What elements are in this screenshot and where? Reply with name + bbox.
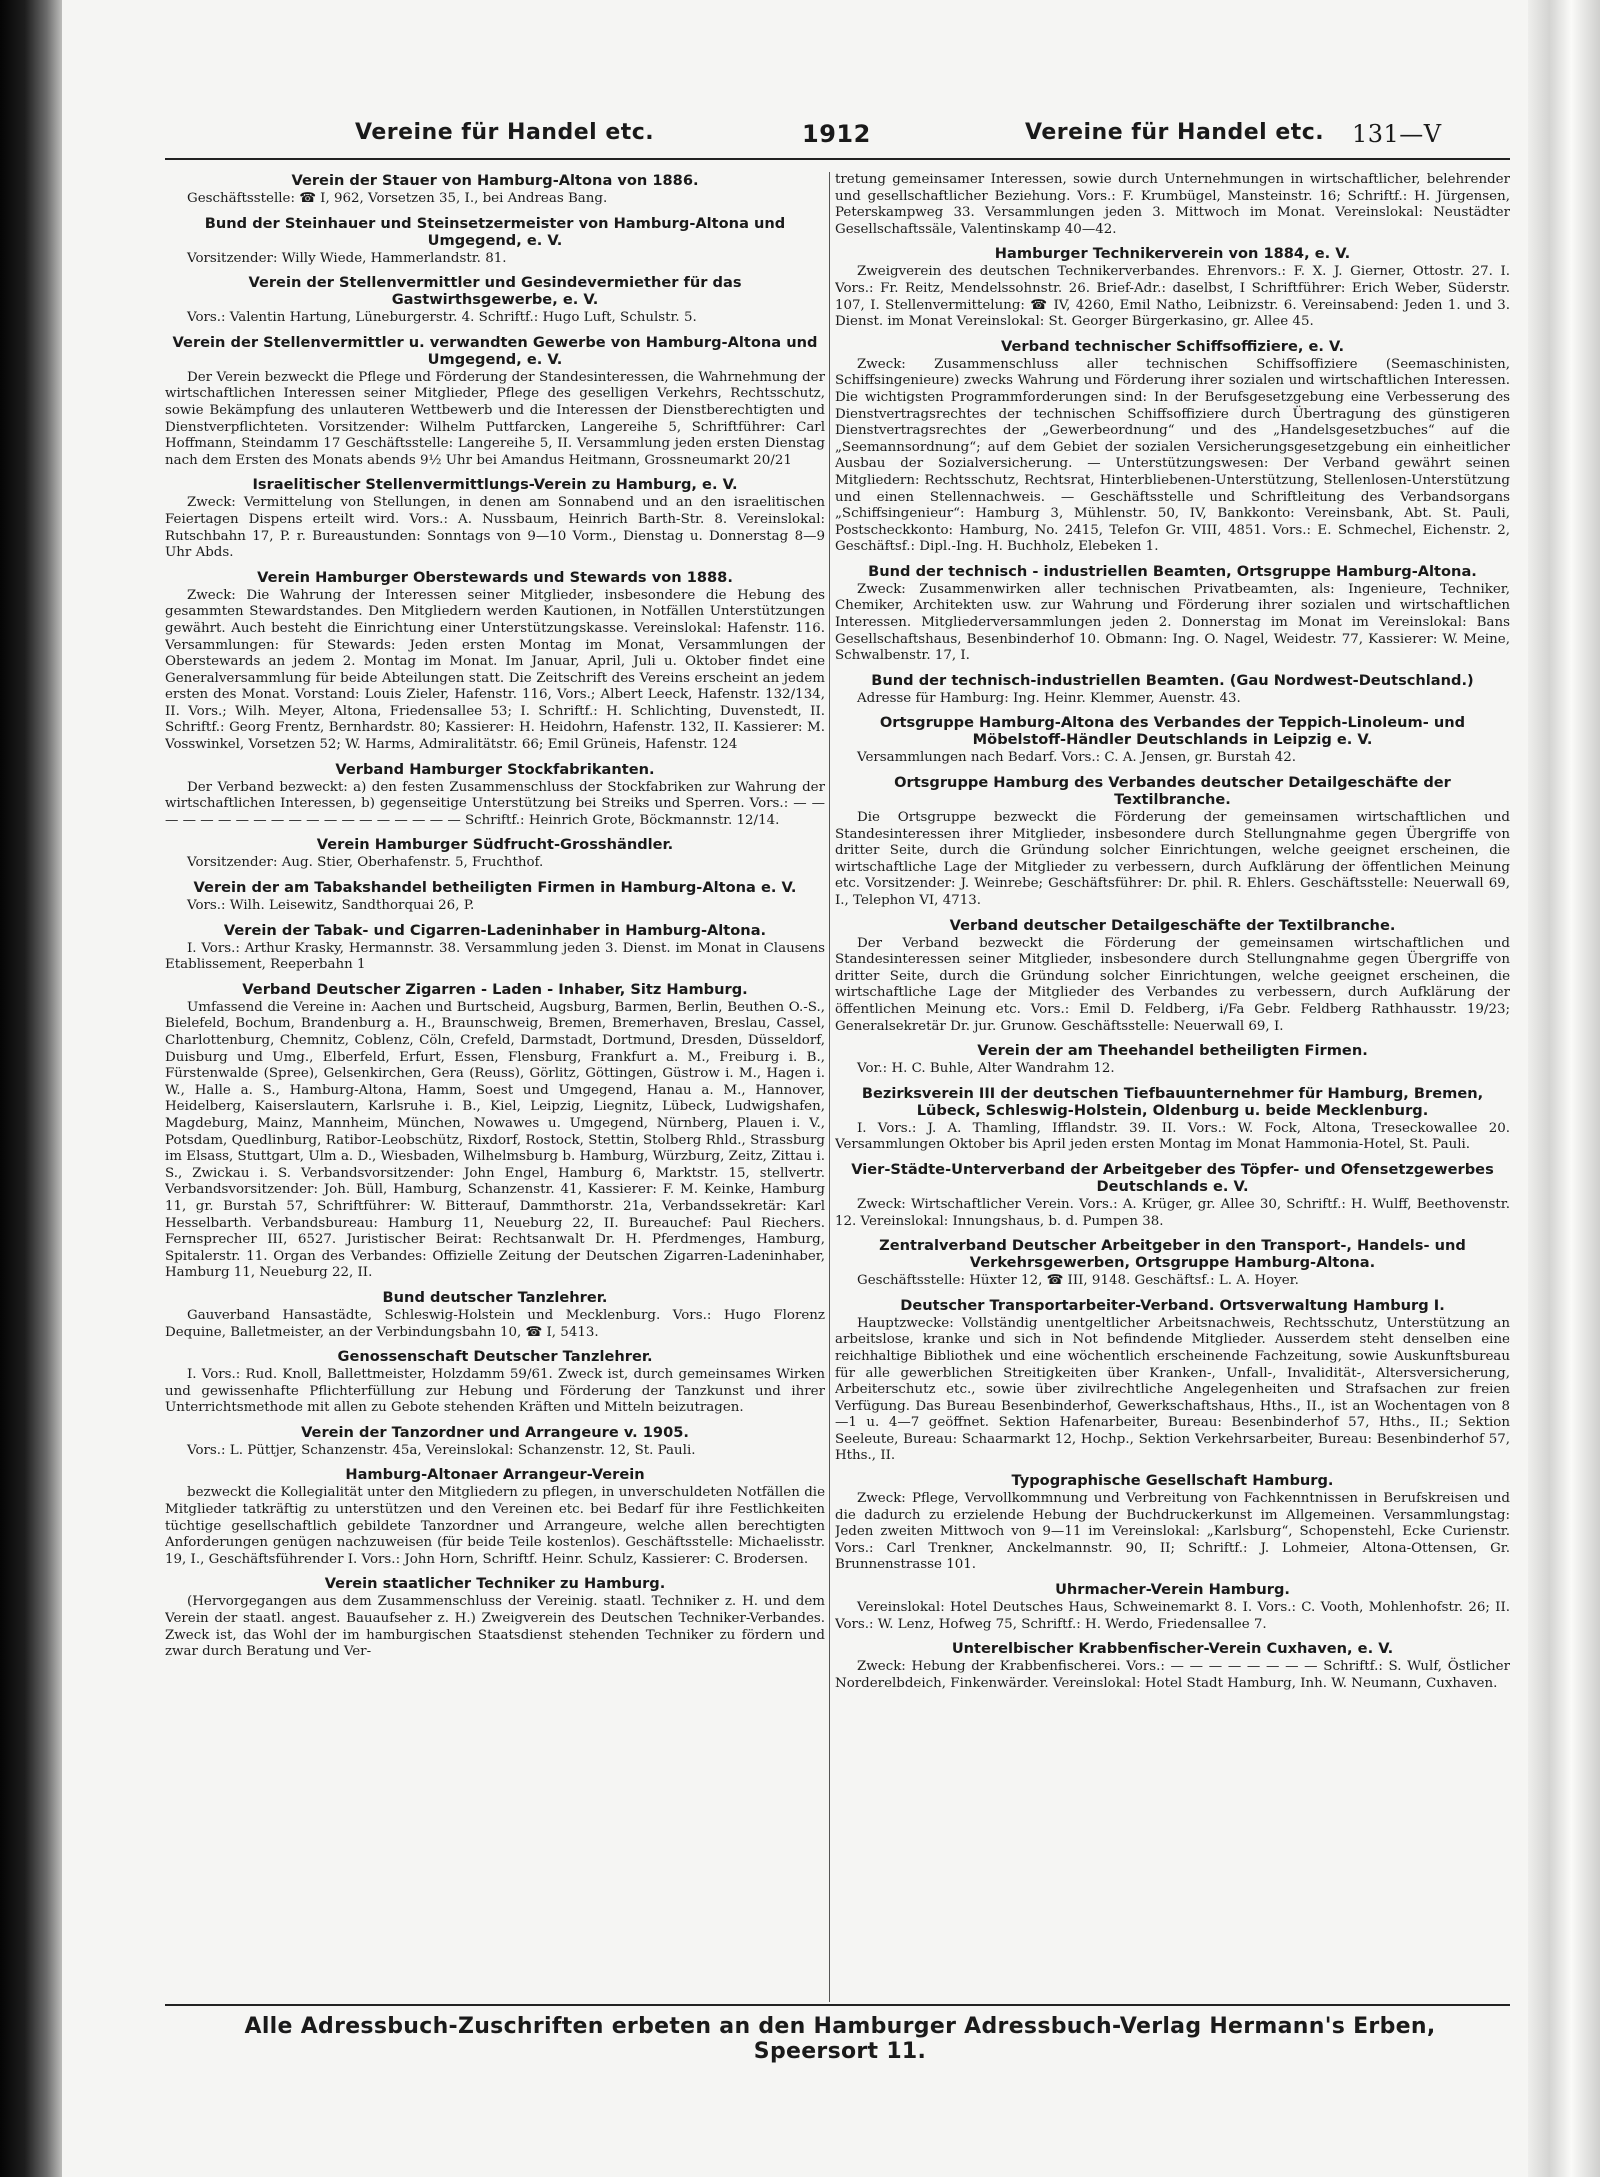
association-entry bbox=[835, 245, 1510, 330]
association-title: Verein der am Theehandel betheiligten Firmen. bbox=[977, 1042, 1368, 1060]
association-entry bbox=[835, 714, 1510, 767]
association-title: Typographische Gesellschaft Hamburg. bbox=[1011, 1472, 1334, 1490]
association-entry bbox=[835, 563, 1510, 665]
association-title: Verein der Stellenvermittler und Gesindevermiether für das Gastwirthsgewerbe, e. V. bbox=[248, 274, 742, 309]
association-details: Geschäftsstelle: Hüxter 12, ☎ III, 9148. Geschäftsf.: L. A. Hoyer. bbox=[857, 1273, 1299, 1289]
association-title: Uhrmacher-Verein Hamburg. bbox=[1055, 1581, 1290, 1599]
association-details: Der Verband bezweckt die Förderung der gemeinsamen wirtschaftlichen und Standesinteressen seiner Mitglieder, insbesondere durch Stellungnahme gegen Übergriffe von dritter Seite, durch die Gründung solcher Einrichtungen, welche geeignet erscheinen, die wirtschaftliche Lage der Mitglieder des Verbandes zu verbessern, durch Aufklärung der öffentlichen Meinung etc. Vors.: Emil D. Feldberg, i/Fa Gebr. Feldberg Rathhausstr. 19/23; Generalsekretär Dr. jur. Grunow. Geschäftsstelle: Neuerwall 69, I. bbox=[835, 935, 1510, 1034]
association-entry bbox=[835, 338, 1510, 556]
association-title: Verein der Tanzordner und Arrangeure v. 1905. bbox=[301, 1423, 689, 1441]
association-title: Verein Hamburger Oberstewards und Stewards von 1888. bbox=[257, 568, 733, 586]
left-column bbox=[165, 172, 825, 2002]
publisher-footer: Alle Adressbuch-Zuschriften erbeten an den Hamburger Adressbuch-Verlag Hermann's Erben, Speersort 11. bbox=[244, 2014, 1436, 2064]
association-title: Zentralverband Deutscher Arbeitgeber in den Transport-, Handels- und Verkehrsgewerben, Ortsgruppe Hamburg-Altona. bbox=[879, 1237, 1466, 1272]
association-entry bbox=[165, 879, 825, 915]
association-entry bbox=[165, 836, 825, 872]
association-entry bbox=[165, 1348, 825, 1417]
association-details: Zweck: Zusammenschluss aller technischen Schiffsoffiziere (Seemaschinisten, Schiffsingenieure) zwecks Wahrung und Förderung ihrer sozialen und wirtschaftlichen Interessen. Die wichtigsten Programmforderungen sind: In der Berufsgesetzgebung eine Verbesserung des Dienstvertragsrechtes der technischen Schiffsoffiziere durch Übertragung des günstigeren Dienstvertragsrechtes der „Gewerbeordnung“ und des „Handelsgesetzbuches“ auf die „Seemannsordnung“; auf dem Gebiet der sozialen Versicherungsgesetzgebung ein einheitlicher Ausbau der Sozialversicherung. — Unterstützungswesen: Der Verband gewährt seinen Mitgliedern: Rechtsschutz, Rechtsrat, Hinterbliebenen-Unterstützung, Stellenlosen-Unterstützung und einen Stellennachweis. — Geschäftsstelle und Schriftleitung des Verbandsorgans „Schiffsingenieur“: Hamburg 3, Mühlenstr. 50, IV, Bankkonto: Vereinsbank, Abt. St. Pauli, Postscheckkonto: Hamburg, No. 2415, Telefon Gr. VIII, 4851. Vors.: E. Schmechel, Eichenstr. 2, Geschäftsf.: Dipl.-Ing. H. Buchholz, Elebeken 1. bbox=[835, 356, 1510, 555]
association-title: Bund der Steinhauer und Steinsetzermeister von Hamburg-Altona und Umgegend, e. V. bbox=[204, 214, 786, 249]
association-entry bbox=[165, 569, 825, 754]
association-entry bbox=[835, 1237, 1510, 1290]
association-details: bezweckt die Kollegialität unter den Mitgliedern zu pflegen, in unverschuldeten Notfällen die Mitglieder tatkräftig zu unterstützen und den Vereinen etc. bei Bedarf für ihre Festlichkeiten tüchtige gesellschaftlich gebildete Tanzordner und Arrangeure, welche allen berechtigten Anforderungen genügen nachzuweisen (für beide Teile kostenlos). Geschäftsstelle: Michaelisstr. 19, I., Geschäftsführender I. Vors.: John Horn, Schriftf. Heinr. Schulz, Kassierer: C. Brodersen. bbox=[165, 1485, 825, 1567]
column-divider bbox=[829, 172, 830, 2002]
association-entry bbox=[165, 274, 825, 327]
association-title: Verband Hamburger Stockfabrikanten. bbox=[335, 760, 655, 778]
association-details: Zweck: Hebung der Krabbenfischerei. Vors.: — — — — — — — — Schriftf.: S. Wulf, Östlicher Norderelbdeich, Finkenwärder. Vereinslokal: Hotel Stadt Hamburg, Inh. W. Neumann, Cuxhaven. bbox=[835, 1659, 1510, 1691]
association-details: Zweck: Pflege, Vervollkommnung und Verbreitung von Fachkenntnissen in Berufskreisen und die dadurch zu erzielende Hebung der Buchdruckerkunst im Allgemeinen. Versammlungstag: Jeden zweiten Mittwoch von 9—11 im Vereinslokal: „Karlsburg“, Schopenstehl, Ecke Curienstr. Vors.: Carl Trenkner, Anckelmannstr. 90, II; Schriftf.: J. Lohmeier, Altona-Ottensen, Gr. Brunnenstrasse 101. bbox=[835, 1491, 1510, 1573]
association-title: Verein Hamburger Südfrucht-Grosshändler. bbox=[316, 836, 674, 854]
association-details: Adresse für Hamburg: Ing. Heinr. Klemmer, Auenstr. 43. bbox=[857, 690, 1241, 706]
association-entry bbox=[165, 334, 825, 470]
association-title: Verein der Stauer von Hamburg-Altona von 1886. bbox=[291, 172, 699, 189]
association-title: Verband Deutscher Zigarren - Laden - Inhaber, Sitz Hamburg. bbox=[242, 980, 748, 998]
association-title: Vier-Städte-Unterverband der Arbeitgeber des Töpfer- und Ofensetzgewerbes Deutschlands e. V. bbox=[851, 1160, 1494, 1195]
association-entry bbox=[835, 774, 1510, 910]
association-entry bbox=[835, 1297, 1510, 1465]
association-details: I. Vors.: J. A. Thamling, Ifflandstr. 39. II. Vors.: W. Fock, Altona, Treseckowallee 20. Versammlungen Oktober bis April jeden ersten Montag im Monat Hammonia-Hotel, St. Pauli. bbox=[835, 1120, 1510, 1153]
association-entry bbox=[835, 672, 1510, 708]
association-details: tretung gemeinsamer Interessen, sowie durch Unternehmungen in wirtschaftlicher, belehrender und gesellschaftlicher Beziehung. Vors.: F. Krumbügel, Mansteinstr. 16; Schriftf.: H. Jürgensen, Peterskampweg 33. Versammlungen jeden 3. Mittwoch im Monat. Vereinslokal: Neustädter Gesellschaftssäle, Valentinskamp 40—42. bbox=[835, 172, 1510, 237]
association-title: Verein der Stellenvermittler u. verwandten Gewerbe von Hamburg-Altona und Umgegend, e. V. bbox=[172, 333, 818, 368]
association-title: Verein der Tabak- und Cigarren-Ladeninhaber in Hamburg-Altona. bbox=[223, 921, 767, 939]
association-title: Ortsgruppe Hamburg-Altona des Verbandes der Teppich-Linoleum- und Möbelstoff-Händler Deutschlands in Leipzig e. V. bbox=[879, 714, 1466, 749]
association-title: Deutscher Transportarbeiter-Verband. Ortsverwaltung Hamburg I. bbox=[900, 1296, 1445, 1314]
association-entry bbox=[165, 981, 825, 1282]
association-details: Die Ortsgruppe bezweckt die Förderung der gemeinsamen wirtschaftlichen und Standesinteressen ihrer Mitglieder, insbesondere durch Stellungnahme gegen Übergriffe von dritter Seite, durch die Gründung solcher Einrichtungen, welche geeignet erscheinen, die wirtschaftliche Lage der Mitglieder zu verbessern, durch Aufklärung der öffentlichen Meinung etc. Vorsitzender: J. Weinrebe; Geschäftsführer: Dr. phil. R. Ehlers. Geschäftsstelle: Neuerwall 69, I., Telephon VI, 4713. bbox=[835, 810, 1510, 908]
page-number: 131—V bbox=[1352, 120, 1442, 148]
running-header bbox=[190, 104, 1490, 154]
association-details: I. Vors.: Arthur Krasky, Hermannstr. 38. Versammlung jeden 3. Dienst. im Monat in Clausens Etablissement, Reeperbahn 1 bbox=[165, 940, 825, 973]
association-details: Zweigverein des deutschen Technikerverbandes. Ehrenvors.: F. X. J. Gierner, Ottostr. 27. I. Vors.: Fr. Reitz, Mendelssohnstr. 26. Brief-Adr.: daselbst, I Schriftführer: Erich Weber, Süderstr. 107, I. Stellenvermittelung: ☎ IV, 4260, Emil Natho, Leibnizstr. 6. Vereinsabend: Jeden 1. und 3. Dienst. im Monat Vereinslokal: St. Georger Bürgerkasino, gr. Allee 45. bbox=[835, 264, 1510, 330]
association-details: Vors.: Wilh. Leisewitz, Sandthorquai 26, P. bbox=[187, 898, 475, 914]
association-entry bbox=[165, 476, 825, 561]
association-details: Vorsitzender: Willy Wiede, Hammerlandstr. 81. bbox=[187, 250, 507, 266]
association-title: Verband technischer Schiffsoffiziere, e. V. bbox=[1001, 337, 1344, 355]
association-entry bbox=[165, 1289, 825, 1341]
association-entry bbox=[835, 1581, 1510, 1633]
association-details: Vor.: H. C. Buhle, Alter Wandrahm 12. bbox=[857, 1061, 1115, 1077]
association-details: Vorsitzender: Aug. Stier, Oberhafenstr. 5, Fruchthof. bbox=[187, 855, 544, 871]
book-binding bbox=[0, 0, 62, 2177]
association-entry bbox=[835, 1640, 1510, 1692]
association-entry bbox=[165, 215, 825, 268]
association-details: Zweck: Die Wahrung der Interessen seiner Mitglieder, insbesondere die Hebung des gesammten Stewardstandes. Den Mitgliedern werden Kautionen, in Notfällen Unterstützungen gewährt. Auch besteht die Einrichtung einer Unterstützungskasse. Vereinslokal: Hafenstr. 116. Versammlungen: für Stewards: Jeden ersten Montag im Monat, Versammlungen der Oberstewards an jedem 2. Montag im Monat. Im Januar, April, Juli u. Oktober findet eine Generalversammlung für beide Abteilungen statt. Die Zeitschrift des Vereins erscheint an jedem ersten des Monat. Vorstand: Louis Zieler, Hafenstr. 116, Vors.; Albert Leeck, Hafenstr. 132/134, II. Vors.; Wilh. Meyer, Altona, Friedensallee 53; I. Schriftf.: H. Schlichting, Duvenstedt, II. Schriftf.: Georg Frentz, Bernhardstr. 80; Kassierer: H. Heidohrn, Hafenstr. 132, II. Kassierer: M. Vosswinkel, Vorsetzen 52; W. Harms, Admiralitätstr. 66; Emil Grüneis, Hafenstr. 124 bbox=[165, 587, 825, 753]
association-title: Verein der am Tabakshandel betheiligten Firmen in Hamburg-Altona e. V. bbox=[193, 879, 797, 897]
association-title: Bezirksverein III der deutschen Tiefbauunternehmer für Hamburg, Bremen, Lübeck, Schleswig-Holstein, Oldenburg u. beide Mecklenburg. bbox=[861, 1084, 1484, 1119]
association-title: Verband deutscher Detailgeschäfte der Textilbranche. bbox=[949, 916, 1396, 934]
header-rule bbox=[165, 158, 1510, 160]
association-details: Zweck: Wirtschaftlicher Verein. Vors.: A. Krüger, gr. Allee 30, Schriftf.: H. Wulff, Beethovenstr. 12. Vereinslokal: Innungshaus, b. d. Pumpen 38. bbox=[835, 1196, 1510, 1229]
association-details: (Hervorgegangen aus dem Zusammenschluss der Vereinig. staatl. Techniker z. H. und dem Verein der staatl. angest. Bauaufseher z. H.) Zweigverein des Deutschen Techniker-Verbandes. Zweck ist, das Wohl der im hamburgischen Staatsdienst stehenden Techniker zu fördern und zwar durch Beratung und Ver- bbox=[165, 1594, 825, 1660]
association-title: Bund deutscher Tanzlehrer. bbox=[382, 1288, 608, 1306]
association-details: Hauptzwecke: Vollständig unentgeltlicher Arbeitsnachweis, Rechtsschutz, Unterstützung an arbeitslose, kranke und sich in Not befindende Mitglieder. Ausserdem steht denselben eine reichhaltige Bibliothek und eine wöchentlich erscheinende Fachzeitung, sowie Auskunftsbureau für alle gewerblichen Streitigkeiten über Kranken-, Unfall-, Invalidität-, Altersversicherung, Arbeiterschutz etc., sowie über zivilrechtliche Angelegenheiten und Strafsachen zur freien Verfügung. Das Bureau Besenbinderhof, Gewerkschaftshaus, Hths., II., ist an Wochentagen von 8—1 u. 4—7 geöffnet. Sektion Hafenarbeiter, Bureau: Besenbinderhof 57, Hths., II.; Sektion Seeleute, Bureau: Schaarmarkt 12, Hochp., Sektion Verkehrsarbeiter, Bureau: Besenbinderhof 57, Hths., II. bbox=[835, 1315, 1510, 1464]
association-entry bbox=[835, 1161, 1510, 1230]
right-column bbox=[835, 172, 1510, 2002]
association-entry bbox=[165, 1575, 825, 1660]
association-entry bbox=[835, 1472, 1510, 1574]
association-title: Bund der technisch - industriellen Beamten, Ortsgruppe Hamburg-Altona. bbox=[868, 562, 1477, 580]
association-entry bbox=[835, 1042, 1510, 1078]
header-year: 1912 bbox=[802, 120, 871, 148]
page-edge bbox=[1528, 0, 1600, 2177]
association-entry bbox=[165, 1424, 825, 1460]
association-entry bbox=[835, 917, 1510, 1036]
association-title: Hamburger Technikerverein von 1884, e. V. bbox=[994, 245, 1351, 263]
association-title: Israelitischer Stellenvermittlungs-Verein zu Hamburg, e. V. bbox=[252, 476, 738, 494]
association-details: Vereinslokal: Hotel Deutsches Haus, Schweinemarkt 8. I. Vors.: C. Vooth, Mohlenhofstr. 26; II. Vors.: W. Lenz, Hofweg 75, Schriftf.: H. Werdo, Friedensallee 7. bbox=[835, 1600, 1510, 1632]
association-entry bbox=[835, 172, 1510, 238]
association-entry bbox=[165, 761, 825, 830]
association-details: Der Verein bezweckt die Pflege und Förderung der Standesinteressen, die Wahrnehmung der wirtschaftlichen Interessen seiner Mitglieder, Pflege des geselligen Verkehrs, Rechtsschutz, sowie Bekämpfung des unlauteren Wettbewerb und die Interessen der Dienstberechtigten und Dienstverpflichteten. Vorsitzender: Wilhelm Puttfarcken, Langereihe 5, Schriftführer: Carl Hoffmann, Steindamm 17 Geschäftsstelle: Langereihe 5, II. Versammlung jeden ersten Dienstag nach dem Ersten des Monats abends 9½ Uhr bei Amandus Heitmann, Grossneumarkt 20/21 bbox=[165, 369, 825, 468]
association-entry bbox=[165, 172, 825, 208]
association-details: Zweck: Zusammenwirken aller technischen Privatbeamten, als: Ingenieure, Techniker, Chemiker, Architekten usw. zur Wahrung und Förderung ihrer sozialen und wirtschaftlichen Interessen. Mitgliederversammlungen jeden 2. Donnerstag im Monat im Vereinslokal: Bans Gesellschaftshaus, Besenbinderhof 10. Obmann: Ing. O. Nagel, Weidestr. 77, Kassierer: W. Meine, Schwalbenstr. 17, I. bbox=[835, 581, 1510, 664]
association-details: Versammlungen nach Bedarf. Vors.: C. A. Jensen, gr. Burstah 42. bbox=[857, 750, 1297, 766]
header-left-title: Vereine für Handel etc. bbox=[355, 120, 655, 145]
association-details: Der Verband bezweckt: a) den festen Zusammenschluss der Stockfabriken zur Wahrung der wirtschaftlichen Interessen, b) gegenseitige Unterstützung bei Streiks und Sperren. Vors.: — — — — — — — — — — — — — — — — — — — Schriftf.: Heinrich Grote, Böckmannstr. 12/14. bbox=[165, 779, 825, 828]
association-details: Geschäftsstelle: ☎ I, 962, Vorsetzen 35, I., bei Andreas Bang. bbox=[187, 191, 608, 206]
association-details: I. Vors.: Rud. Knoll, Ballettmeister, Holzdamm 59/61. Zweck ist, durch gemeinsames Wirken und gewissenhafte Pflichterfüllung zur Hebung und Förderung der Tanzkunst und ihrer Unterrichtsmethode mit allen zu Gebote stehenden Kräften und Mitteln beizutragen. bbox=[165, 1367, 825, 1416]
association-title: Ortsgruppe Hamburg des Verbandes deutscher Detailgeschäfte der Textilbranche. bbox=[894, 774, 1451, 809]
association-entry bbox=[165, 1466, 825, 1568]
association-title: Hamburg-Altonaer Arrangeur-Verein bbox=[345, 1466, 645, 1484]
association-title: Genossenschaft Deutscher Tanzlehrer. bbox=[337, 1348, 653, 1366]
association-details: Vors.: L. Püttjer, Schanzenstr. 45a, Vereinslokal: Schanzenstr. 12, St. Pauli. bbox=[187, 1442, 696, 1458]
association-details: Zweck: Vermittelung von Stellungen, in denen am Sonnabend und an den israelitischen Feiertagen Dispens erteilt wird. Vors.: A. Nussbaum, Heinrich Barth-Str. 8. Vereinslokal: Rutschbahn 17, P. r. Bureaustunden: Sonntags von 9—10 Vorm., Dienstag u. Donnerstag 8—9 Uhr Abds. bbox=[165, 495, 825, 561]
header-right-title: Vereine für Handel etc. bbox=[1025, 120, 1325, 145]
association-title: Unterelbischer Krabbenfischer-Verein Cuxhaven, e. V. bbox=[951, 1640, 1394, 1658]
association-details: Gauverband Hansastädte, Schleswig-Holstein und Mecklenburg. Vors.: Hugo Florenz Dequine, Balletmeister, an der Verbindungsbahn 10, ☎ I, 5413. bbox=[165, 1307, 825, 1340]
association-title: Bund der technisch-industriellen Beamten. (Gau Nordwest-Deutschland.) bbox=[871, 671, 1474, 689]
association-entry bbox=[165, 922, 825, 974]
association-title: Verein staatlicher Techniker zu Hamburg. bbox=[324, 1575, 666, 1593]
association-entry bbox=[835, 1085, 1510, 1154]
association-details: Vors.: Valentin Hartung, Lüneburgerstr. 4. Schriftf.: Hugo Luft, Schulstr. 5. bbox=[187, 310, 697, 326]
association-details: Umfassend die Vereine in: Aachen und Burtscheid, Augsburg, Barmen, Berlin, Beuthen O.-S., Bielefeld, Bochum, Brandenburg a. H., Braunschweig, Bremen, Bremerhaven, Breslau, Cassel, Charlottenburg, Chemnitz, Coblenz, Cöln, Crefeld, Darmstadt, Dortmund, Dresden, Düsseldorf, Duisburg und Umg., Elberfeld, Erfurt, Essen, Flensburg, Frankfurt a. M., Freiburg i. B., Fürstenwalde (Spree), Gelsenkirchen, Gera (Reuss), Görlitz, Göttingen, Güstrow i. M., Hagen i. W., Halle a. S., Hamburg-Altona, Hamm, Soest und Umgegend, Hanau a. M., Hannover, Heidelberg, Kaiserslautern, Karlsruhe i. B., Kiel, Leipzig, Liegnitz, Lübeck, Ludwigshafen, Magdeburg, Mainz, Mannheim, München, Nowawes u. Umgegend, Nürnberg, Plauen i. V., Potsdam, Quedlinburg, Ratibor-Leobschütz, Rixdorf, Rostock, Stettin, Stolberg Rhld., Strassburg im Elsass, Stuttgart, Ulm a. D., Wiesbaden, Wilhelmsburg b. Hamburg, Würzburg, Zeitz, Zittau i. S., Zwickau i. S. Verbandsvorsitzender: John Engel, Hamburg 6, Marktstr. 15, stellvertr. Verbandsvorsitzender: Joh. Büll, Hamburg, Schanzenstr. 41, Kassierer: F. M. Keinke, Hamburg 11, gr. Burstah 57, Schriftführer: W. Bitterauf, Dammthorstr. 21a, Verbandssekretär: Karl Hesselbarth. Verbandsbureau: Hamburg 11, Neueburg 22, II. Bureauchef: Paul Riechers. Fernsprecher III, 6527. Juristischer Beirat: Rechtsanwalt Dr. H. Pferdmenges, Hamburg, Spitalerstr. 11. Organ des Verbandes: Offizielle Zeitung der Deutschen Zigarren-Ladeninhaber, Hamburg 11, Neueburg 22, II. bbox=[165, 999, 825, 1281]
footer-rule bbox=[165, 2004, 1510, 2006]
